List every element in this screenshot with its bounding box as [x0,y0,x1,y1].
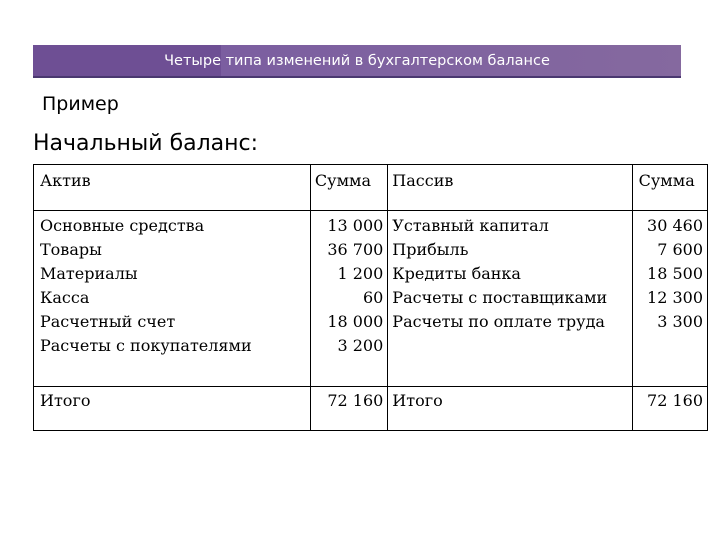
liability-names-cell [388,211,632,387]
asset-name: Материалы [40,264,138,283]
subtitle: Пример [42,93,119,115]
column-header-liability-sum: Сумма [632,165,707,211]
liability-name: Расчеты по оплате труда [392,312,605,331]
liability-total-amount: 72 160 [632,387,707,431]
liability-name: Уставный капитал [392,216,549,235]
column-header-assets: Актив [34,165,311,211]
liability-amount: 7 600 [657,240,703,259]
asset-name: Товары [40,240,102,259]
section-heading: Начальный баланс: [33,131,259,156]
table-header-row [34,165,708,211]
column-header-liabilities: Пассив [388,165,632,211]
liability-name: Прибыль [392,240,469,259]
asset-total-label: Итого [34,387,311,431]
column-header-asset-sum: Сумма [310,165,387,211]
table-total-row [34,387,708,431]
liability-amount: 12 300 [647,288,703,307]
asset-names-cell [34,211,311,387]
asset-name: Касса [40,288,90,307]
asset-amount: 36 700 [327,240,384,259]
liability-total-label: Итого [388,387,632,431]
liability-amount: 3 300 [657,312,703,331]
liability-name: Кредиты банка [392,264,521,283]
liability-amounts-cell [632,211,707,387]
liability-name: Расчеты с поставщиками [392,288,608,307]
asset-name: Основные средства [40,216,205,235]
table-body-row [34,211,708,387]
liability-amount: 18 500 [647,264,703,283]
liability-amount: 30 460 [647,216,703,235]
asset-amount: 18 000 [327,312,384,331]
asset-amount: 3 200 [337,336,384,355]
balance-table [33,164,708,431]
asset-amount: 1 200 [337,264,384,283]
asset-amounts-cell [310,211,387,387]
asset-amount: 13 000 [327,216,384,235]
asset-name: Расчетный счет [40,312,176,331]
asset-total-amount: 72 160 [310,387,387,431]
slide-title-bar [33,45,681,78]
slide-title: Четыре типа изменений в бухгалтерском балансе [164,52,550,69]
asset-amount: 60 [362,288,384,307]
asset-name: Расчеты с покупателями [40,336,252,355]
